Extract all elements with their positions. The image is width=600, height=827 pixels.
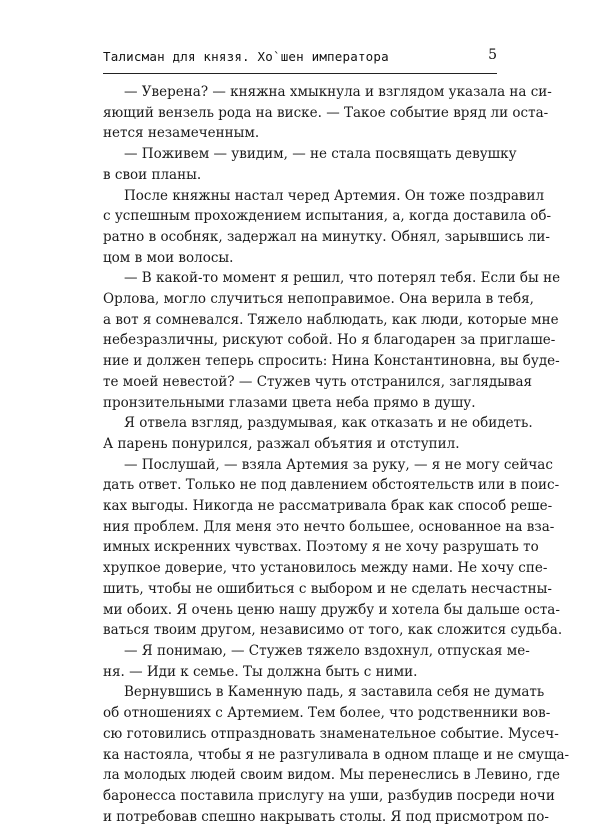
- text-line: и потребовав спешно накрывать столы. Я под присмотром по-: [103, 808, 549, 825]
- text-line: Я отвела взгляд, раздумывая, как отказать и не обидеть.: [124, 415, 533, 432]
- text-line: ла молодых людей своим видом. Мы перенеслись в Левино, где: [103, 767, 560, 784]
- text-line: хрупкое доверие, что установилось между нами. Не хочу спе-: [103, 560, 548, 577]
- text-line: ние и должен теперь спросить: Нина Константиновна, вы буде-: [103, 353, 560, 370]
- text-line: небезразличны, рискуют собой. Но я благодарен за приглаше-: [103, 332, 556, 349]
- text-line: сю готовились отпраздновать знаменательное событие. Мусеч-: [103, 725, 559, 742]
- running-title: Талисман для князя. Хо`шен императора: [103, 49, 389, 64]
- page-number: 5: [488, 47, 497, 63]
- text-line: об отношениях с Артемием. Тем более, что родственники вов-: [103, 705, 551, 722]
- text-line: ваться твоим другом, независимо от того, как сложится судьба.: [103, 622, 563, 639]
- text-line: — Поживем — увидим, — не стала посвящать девушку: [124, 146, 517, 163]
- text-line: ратно в особняк, задержал на минутку. Обнял, зарывшись ли-: [103, 228, 550, 245]
- text-line: с успешным прохождением испытания, а, когда доставила об-: [103, 208, 552, 225]
- text-line: ня. — Иди к семье. Ты должна быть с ними.: [103, 663, 418, 680]
- text-line: дать ответ. Только не под давлением обстоятельств или в поис-: [103, 477, 560, 494]
- text-line: а вот я сомневался. Тяжело наблюдать, как люди, которые мне: [103, 311, 559, 328]
- text-line: Орлова, могло случиться непоправимое. Она верила в тебя,: [103, 291, 534, 308]
- text-line: А парень понурился, разжал объятия и отступил.: [103, 435, 460, 452]
- text-line: ми обоих. Я очень ценю нашу дружбу и хотела бы дальше оста-: [103, 601, 560, 618]
- text-line: — В какой-то момент я решил, что потерял тебя. Если бы не: [124, 270, 561, 287]
- text-line: ках выгоды. Никогда не рассматривала брак как способ реше-: [103, 498, 553, 515]
- paragraph: [103, 413, 533, 454]
- text-line: яющий вензель рода на виске. — Такое событие вряд ли остa-: [103, 104, 549, 121]
- text-line: цом в мои волосы.: [103, 249, 234, 266]
- text-line: имных искренних чувствах. Поэтому я не хочу разрушать то: [103, 539, 539, 556]
- paragraph: [103, 641, 530, 682]
- text-line: Вернувшись в Каменную падь, я заставила себя не думать: [124, 684, 545, 701]
- paragraph: [103, 682, 570, 827]
- text-line: шить, чтобы не ошибиться с выбором и не сделать несчастны-: [103, 580, 552, 597]
- text-line: После княжны настал черед Артемия. Он тоже поздравил: [124, 187, 545, 204]
- paragraph: [103, 82, 552, 144]
- body-text: [103, 82, 570, 827]
- text-line: те моей невестой? — Стужев чуть отстранился, заглядывая: [103, 373, 533, 390]
- text-line: — Я понимаю, — Стужев тяжело вздохнул, отпуская ме-: [124, 642, 530, 659]
- paragraph: [103, 455, 563, 641]
- text-line: ния проблем. Для меня это нечто большее, основанное на вза-: [103, 518, 555, 535]
- text-line: — Послушай, — взяла Артемия за руку, — я не могу сейчас: [124, 456, 553, 473]
- paragraph: [103, 186, 552, 269]
- text-line: нется незамеченным.: [103, 125, 260, 142]
- text-line: — Уверена? — княжна хмыкнула и взглядом указала на си-: [124, 84, 552, 100]
- paragraph: [103, 144, 517, 185]
- text-line: баронесса поставила прислугу на уши, разбудив посреди ночи: [103, 787, 555, 804]
- paragraph: [103, 268, 561, 413]
- text-line: в свои планы.: [103, 166, 202, 183]
- running-head: [103, 47, 497, 74]
- text-line: пронзительными глазами цвета неба прямо в душу.: [103, 394, 476, 411]
- text-line: ка настояла, чтобы я не разгуливала в одном плаще и не смуща-: [103, 746, 570, 763]
